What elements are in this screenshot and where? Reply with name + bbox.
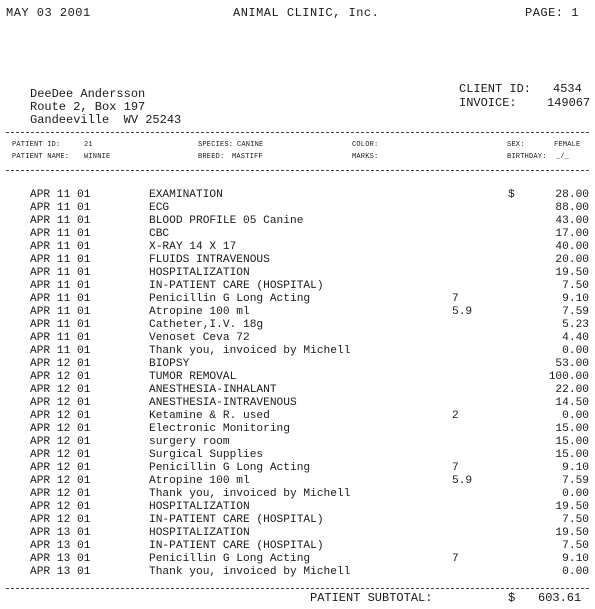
line-quantity: 2 [452,410,459,422]
line-quantity: 5.9 [452,306,473,318]
line-item-row [0,462,595,475]
line-date: APR 11 01 [30,319,91,331]
line-description: TUMOR REMOVAL [149,371,237,383]
separator-bottom [6,588,589,589]
line-item-row [0,254,595,267]
line-date: APR 12 01 [30,488,91,500]
separator-top [6,132,589,133]
line-description: Penicillin G Long Acting [149,293,311,305]
subtotal-label: PATIENT SUBTOTAL: [310,591,433,605]
sex-label: SEX: [507,141,525,149]
page-number: PAGE: 1 [525,6,579,20]
line-amount: 4.40 [562,332,589,344]
line-date: APR 11 01 [30,228,91,240]
sex-value: FEMALE [554,141,581,149]
invoice-label: INVOICE: [459,96,517,110]
client-id-value: 4534 [553,82,582,96]
line-amount: 7.50 [562,280,589,292]
line-amount: 15.00 [555,449,589,461]
line-description: EXAMINATION [149,189,223,201]
line-amount: 7.50 [562,514,589,526]
patient-id-value: 21 [84,141,93,149]
line-item-row [0,293,595,306]
line-description: HOSPITALIZATION [149,501,250,513]
line-description: Thank you, invoiced by Michell [149,488,351,500]
birthday-label: BIRTHDAY: [507,153,547,161]
line-description: ECG [149,202,170,214]
line-amount: 5.23 [562,319,589,331]
line-quantity: 7 [452,553,459,565]
line-date: APR 12 01 [30,358,91,370]
separator-patient [6,170,589,171]
line-description: BLOOD PROFILE 05 Canine [149,215,304,227]
line-description: Thank you, invoiced by Michell [149,566,351,578]
client-name: DeeDee Andersson [30,87,146,101]
clinic-name: ANIMAL CLINIC, Inc. [233,6,380,20]
line-amount: 53.00 [555,358,589,370]
line-amount: 43.00 [555,215,589,227]
line-description: IN-PATIENT CARE (HOSPITAL) [149,514,324,526]
line-description: Thank you, invoiced by Michell [149,345,351,357]
line-item-row [0,267,595,280]
line-date: APR 12 01 [30,462,91,474]
line-date: APR 12 01 [30,475,91,487]
line-description: Venoset Ceva 72 [149,332,250,344]
client-address-line2: Gandeeville WV 25243 [30,113,182,127]
line-date: APR 12 01 [30,423,91,435]
line-item-row [0,319,595,332]
line-description: Atropine 100 ml [149,475,250,487]
line-date: APR 13 01 [30,566,91,578]
line-item-row [0,345,595,358]
line-description: Atropine 100 ml [149,306,250,318]
line-amount: 22.00 [555,384,589,396]
patient-name-value: WINNIE [84,153,111,161]
line-item-row [0,397,595,410]
species-label: SPECIES: [198,141,234,149]
line-amount: 20.00 [555,254,589,266]
line-date: APR 11 01 [30,254,91,266]
line-item-row [0,189,595,202]
line-date: APR 11 01 [30,332,91,344]
line-item-row [0,475,595,488]
line-item-row [0,436,595,449]
line-date: APR 12 01 [30,436,91,448]
color-label: COLOR: [352,141,379,149]
line-quantity: 7 [452,462,459,474]
line-date: APR 11 01 [30,280,91,292]
line-date: APR 11 01 [30,215,91,227]
line-date: APR 11 01 [30,345,91,357]
line-amount: 19.50 [555,501,589,513]
line-date: APR 12 01 [30,410,91,422]
line-item-row [0,280,595,293]
line-date: APR 12 01 [30,449,91,461]
line-amount: 9.10 [562,553,589,565]
line-item-row [0,553,595,566]
line-description: Electronic Monitoring [149,423,290,435]
line-amount: 0.00 [562,345,589,357]
line-quantity: 5.9 [452,475,473,487]
patient-id-label: PATIENT ID: [12,141,61,149]
line-item-row [0,306,595,319]
line-item-row [0,423,595,436]
line-description: Ketamine & R. used [149,410,270,422]
line-amount: 40.00 [555,241,589,253]
markings-label: MARKS: [352,153,379,161]
line-date: APR 11 01 [30,306,91,318]
line-description: X-RAY 14 X 17 [149,241,237,253]
line-description: ANESTHESIA-INHALANT [149,384,277,396]
line-amount: 88.00 [555,202,589,214]
line-date: APR 13 01 [30,540,91,552]
line-amount: 15.00 [555,436,589,448]
line-description: Penicillin G Long Acting [149,553,311,565]
line-description: Catheter,I.V. 18g [149,319,264,331]
breed-value: MASTIFF [232,153,263,161]
subtotal-dollar-sign: $ [508,591,516,605]
line-item-row [0,332,595,345]
line-item-row [0,449,595,462]
line-date: APR 12 01 [30,397,91,409]
patient-name-label: PATIENT NAME: [12,153,70,161]
line-amount: 7.59 [562,475,589,487]
line-date: APR 12 01 [30,371,91,383]
line-amount: 14.50 [555,397,589,409]
line-description: CBC [149,228,170,240]
breed-label: BREED: [198,153,225,161]
line-amount: 7.50 [562,540,589,552]
species-value: CANINE [237,141,264,149]
line-item-row [0,514,595,527]
line-quantity: 7 [452,293,459,305]
line-date: APR 13 01 [30,553,91,565]
line-item-row [0,241,595,254]
line-amount: 19.50 [555,267,589,279]
line-item-row [0,527,595,540]
line-date: APR 11 01 [30,293,91,305]
line-amount: 7.59 [562,306,589,318]
line-date: APR 11 01 [30,241,91,253]
line-item-row [0,228,595,241]
line-description: Penicillin G Long Acting [149,462,311,474]
line-item-row [0,501,595,514]
line-description: BIOPSY [149,358,190,370]
line-item-row [0,215,595,228]
line-date: APR 12 01 [30,514,91,526]
line-description: HOSPITALIZATION [149,527,250,539]
line-amount: 100.00 [548,371,589,383]
line-description: Surgical Supplies [149,449,264,461]
client-id-label: CLIENT ID: [459,82,532,96]
line-amount: 0.00 [562,566,589,578]
line-date: APR 11 01 [30,267,91,279]
line-item-row [0,371,595,384]
line-amount: 0.00 [562,488,589,500]
line-description: IN-PATIENT CARE (HOSPITAL) [149,540,324,552]
line-date: APR 13 01 [30,527,91,539]
line-amount: 9.10 [562,293,589,305]
line-date: APR 12 01 [30,501,91,513]
client-address-line1: Route 2, Box 197 [30,100,146,114]
line-amount: 0.00 [562,410,589,422]
line-item-row [0,410,595,423]
line-amount: 17.00 [555,228,589,240]
line-amount: 15.00 [555,423,589,435]
invoice-date: MAY 03 2001 [6,6,91,20]
subtotal-amount: 603.61 [538,591,582,605]
line-amount: 9.10 [562,462,589,474]
line-date: APR 11 01 [30,202,91,214]
line-item-row [0,358,595,371]
line-item-row [0,488,595,501]
line-item-row [0,566,595,579]
line-dollar-sign: $ [508,189,515,201]
line-description: ANESTHESIA-INTRAVENOUS [149,397,297,409]
line-description: FLUIDS INTRAVENOUS [149,254,270,266]
line-description: HOSPITALIZATION [149,267,250,279]
line-description: IN-PATIENT CARE (HOSPITAL) [149,280,324,292]
line-amount: 19.50 [555,527,589,539]
line-item-row [0,384,595,397]
line-description: surgery room [149,436,230,448]
line-date: APR 11 01 [30,189,91,201]
line-date: APR 12 01 [30,384,91,396]
invoice-number: 149067 [547,96,591,110]
line-amount: 28.00 [555,189,589,201]
line-item-row [0,202,595,215]
birthday-value: _/_ [556,153,570,161]
line-item-row [0,540,595,553]
